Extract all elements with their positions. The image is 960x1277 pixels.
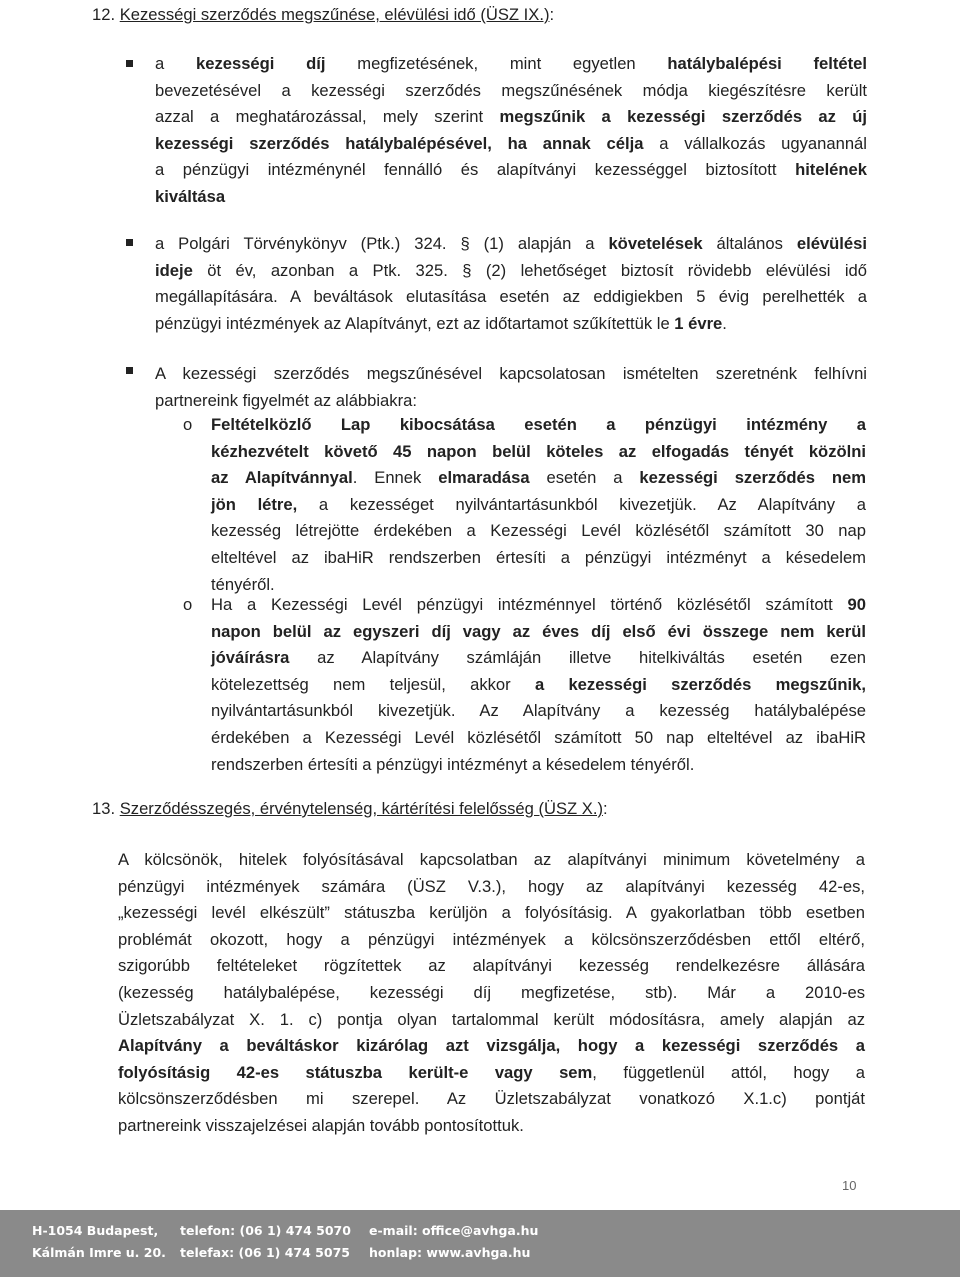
- text-run: (kezesség hatálybalépése, kezességi díj megfizetése, stb). Már a 2010-es: [118, 983, 865, 1002]
- page-number: 10: [842, 1178, 857, 1193]
- footer-address-line-2: Kálmán Imre u. 20.: [32, 1245, 166, 1260]
- text-line: [155, 54, 867, 74]
- bold-text-run: a kezességi szerződés megszűnik,: [534, 674, 866, 694]
- text-run: .: [722, 313, 727, 333]
- bullet-square-2: [126, 239, 133, 246]
- text-run: kezesség létrejötte érdekében a Kezességi Levél közlésétől számított 30 nap: [211, 521, 866, 541]
- bold-text-run: ideje: [155, 260, 193, 280]
- text-run: esetén a: [529, 468, 640, 488]
- text-run: pénzügyi intézmények az Alapítványt, ezt az időtartamot szűkítettük le: [155, 313, 675, 333]
- sub-bullet-marker-2: o: [183, 595, 193, 614]
- text-line: [211, 442, 866, 462]
- text-run: a kezességet nyilvántartásunkból kivezetjük. Az Alapítvány a: [297, 494, 866, 514]
- text-run: érdekében a Kezességi Levél közlésétől számított 50 nap elteltével az ibaHiR: [211, 728, 866, 747]
- text-run: kötelezettség nem teljesül, akkor: [211, 674, 535, 694]
- text-run: A kezességi szerződés megszűnésével kapcsolatosan ismételten szeretnénk felhívni: [155, 364, 867, 383]
- text-line: [118, 956, 865, 976]
- text-line: [155, 391, 867, 411]
- bold-text-run: Feltételközlő Lap kibocsátása esetén a pénzügyi intézmény a: [211, 415, 866, 434]
- bold-text-run: az Alapítvánnyal: [211, 468, 353, 488]
- text-line: [118, 903, 865, 923]
- text-line: [118, 1089, 865, 1109]
- text-run: kölcsönszerződésben mi szerepel. Az Üzletszabályzat vonatkozó X.1.c) pontját: [118, 1089, 865, 1109]
- bold-text-run: kezességi díj: [195, 54, 326, 73]
- text-run: pénzügyi intézmények számára (ÜSZ V.3.), hogy az alapítványi kezesség 42-es,: [118, 876, 865, 896]
- bold-text-run: követelések: [608, 234, 703, 253]
- text-line: [211, 575, 866, 595]
- text-run: . Ennek: [352, 468, 439, 488]
- section-12-suffix: :: [549, 5, 555, 24]
- bullet-square-3: [126, 367, 133, 374]
- text-run: partnereink figyelmét az alábbiakra:: [155, 390, 417, 410]
- text-run: általános: [702, 234, 797, 253]
- text-line: [211, 728, 866, 748]
- bold-text-run: jóváírásra: [211, 648, 290, 668]
- text-line: [155, 81, 867, 101]
- text-line: [155, 234, 867, 254]
- text-line: [118, 877, 865, 897]
- text-run: „kezességi levél elkészült” státuszba kerüljön a folyósításig. A gyakorlatban több esetben: [118, 903, 865, 923]
- bold-text-run: jön létre,: [211, 494, 298, 514]
- text-line: [118, 1010, 865, 1030]
- text-run: öt év, azonban a Ptk. 325. § (2) lehetőséget biztosít rövidebb elévülési idő: [192, 260, 867, 280]
- text-run: szigorúbb feltételeket rögzítettek az alapítványi kezesség rendelkezésre állására: [118, 956, 865, 976]
- footer-contact: [369, 1220, 538, 1264]
- section-13-number: 13.: [92, 799, 116, 818]
- text-run: elteltével az ibaHiR rendszerben értesíti a pénzügyi intézményt a késedelem: [211, 548, 866, 567]
- section-13-heading: [92, 799, 608, 819]
- sub-bullet-marker-1: o: [183, 415, 193, 434]
- text-line: [155, 287, 867, 307]
- text-run: tényéről.: [211, 574, 275, 594]
- text-run: megfizetésének, mint egyetlen: [325, 54, 668, 73]
- footer-phones: [180, 1220, 351, 1264]
- text-run: azzal a meghatározással, mely szerint: [155, 107, 500, 127]
- text-run: problémát okozott, hogy a pénzügyi intézmények a kölcsönszerződésben ettől eltérő,: [118, 929, 865, 949]
- text-line: [155, 314, 867, 334]
- text-line: [155, 187, 867, 207]
- bold-text-run: 1 évre: [674, 313, 723, 333]
- section-12-title: Kezességi szerződés megszűnése, elévülési idő (ÜSZ IX.): [119, 5, 550, 24]
- text-line: [118, 850, 865, 870]
- bold-text-run: megszűnik a kezességi szerződés az új: [499, 107, 867, 127]
- text-line: [155, 160, 867, 180]
- footer-address-line-1: H-1054 Budapest,: [32, 1223, 159, 1238]
- bold-text-run: hitelének: [795, 160, 867, 180]
- text-line: [118, 1116, 865, 1136]
- bold-text-run: napon belül az egyszeri díj vagy az éves díj első évi összege nem kerül: [211, 621, 866, 641]
- text-line: [118, 1036, 865, 1056]
- footer-phone: telefon: (06 1) 474 5070: [180, 1223, 351, 1238]
- bold-text-run: elévülési: [796, 234, 867, 253]
- text-run: a vállalkozás ugyanannál: [643, 133, 867, 153]
- text-run: a Polgári Törvénykönyv (Ptk.) 324. § (1) alapján a: [155, 234, 609, 253]
- text-line: [211, 548, 866, 568]
- bold-text-run: hatálybalépési feltétel: [667, 54, 868, 73]
- text-line: [155, 107, 867, 127]
- text-line: [211, 495, 866, 515]
- text-line: [211, 595, 866, 615]
- text-line: [211, 468, 866, 488]
- bold-text-run: 90: [847, 595, 866, 614]
- text-run: Üzletszabályzat X. 1. c) pontja olyan tartalommal került módosításra, amely alapján az: [118, 1009, 865, 1029]
- text-line: [211, 675, 866, 695]
- text-run: partnereink visszajelzései alapján tovább pontosítottuk.: [118, 1116, 524, 1135]
- text-line: [211, 701, 866, 721]
- text-line: [118, 983, 865, 1003]
- footer-email: e-mail: office@avhga.hu: [369, 1223, 539, 1238]
- text-run: megállapítására. A beváltások elutasítása esetén az eddigiekben 5 évig perelhették a: [155, 287, 867, 307]
- text-line: [211, 415, 866, 435]
- bullet-square-1: [126, 60, 133, 67]
- text-line: [155, 134, 867, 154]
- bold-text-run: kiváltása: [155, 187, 226, 206]
- bold-text-run: folyósításig 42-es státuszba került-e vagy sem: [118, 1062, 593, 1082]
- footer-bar: [0, 1210, 960, 1277]
- section-13-suffix: :: [602, 799, 608, 818]
- bold-text-run: Alapítvány a beváltáskor kizárólag azt vizsgálja, hogy a kezességi szerződés a: [118, 1036, 865, 1056]
- footer-website: honlap: www.avhga.hu: [369, 1245, 531, 1260]
- bold-text-run: elmaradása: [438, 468, 530, 488]
- text-run: az Alapítvány számláján illetve hitelkiváltás esetén ezen: [289, 648, 866, 668]
- bold-text-run: kezességi szerződés hatálybalépésével, ha annak célja: [155, 133, 644, 153]
- text-run: , függetlenül attól, hogy a: [592, 1062, 865, 1082]
- text-line: [118, 1063, 865, 1083]
- text-line: [211, 622, 866, 642]
- text-line: [155, 364, 867, 384]
- text-line: [155, 261, 867, 281]
- section-12-heading: [92, 5, 554, 25]
- text-run: rendszerben értesíti a pénzügyi intézményt a késedelem tényéről.: [211, 754, 695, 774]
- text-run: nyilvántartásunkból kivezetjük. Az Alapítvány a kezesség hatálybalépése: [211, 701, 866, 721]
- section-13-title: Szerződésszegés, érvénytelenség, kártérítési felelősség (ÜSZ X.): [119, 799, 603, 818]
- footer-fax: telefax: (06 1) 474 5075: [180, 1245, 350, 1260]
- bold-text-run: kézhezvételt követő 45 napon belül köteles az elfogadás tényét közölni: [211, 441, 866, 461]
- text-line: [211, 755, 866, 775]
- text-line: [211, 648, 866, 668]
- text-run: a pénzügyi intézménynél fennálló és alapítványi kezességgel biztosított: [155, 160, 796, 180]
- text-line: [118, 930, 865, 950]
- text-run: a: [155, 54, 196, 73]
- section-12-number: 12.: [92, 5, 116, 24]
- text-run: A kölcsönök, hitelek folyósításával kapcsolatban az alapítványi minimum követelmény a: [118, 850, 865, 869]
- text-line: [211, 521, 866, 541]
- footer-address: [32, 1220, 166, 1264]
- bold-text-run: kezességi szerződés nem: [639, 468, 866, 488]
- text-run: Ha a Kezességi Levél pénzügyi intézménnyel történő közlésétől számított: [211, 595, 848, 614]
- text-run: bevezetésével a kezességi szerződés megszűnésének módja kiegészítésre került: [155, 80, 867, 100]
